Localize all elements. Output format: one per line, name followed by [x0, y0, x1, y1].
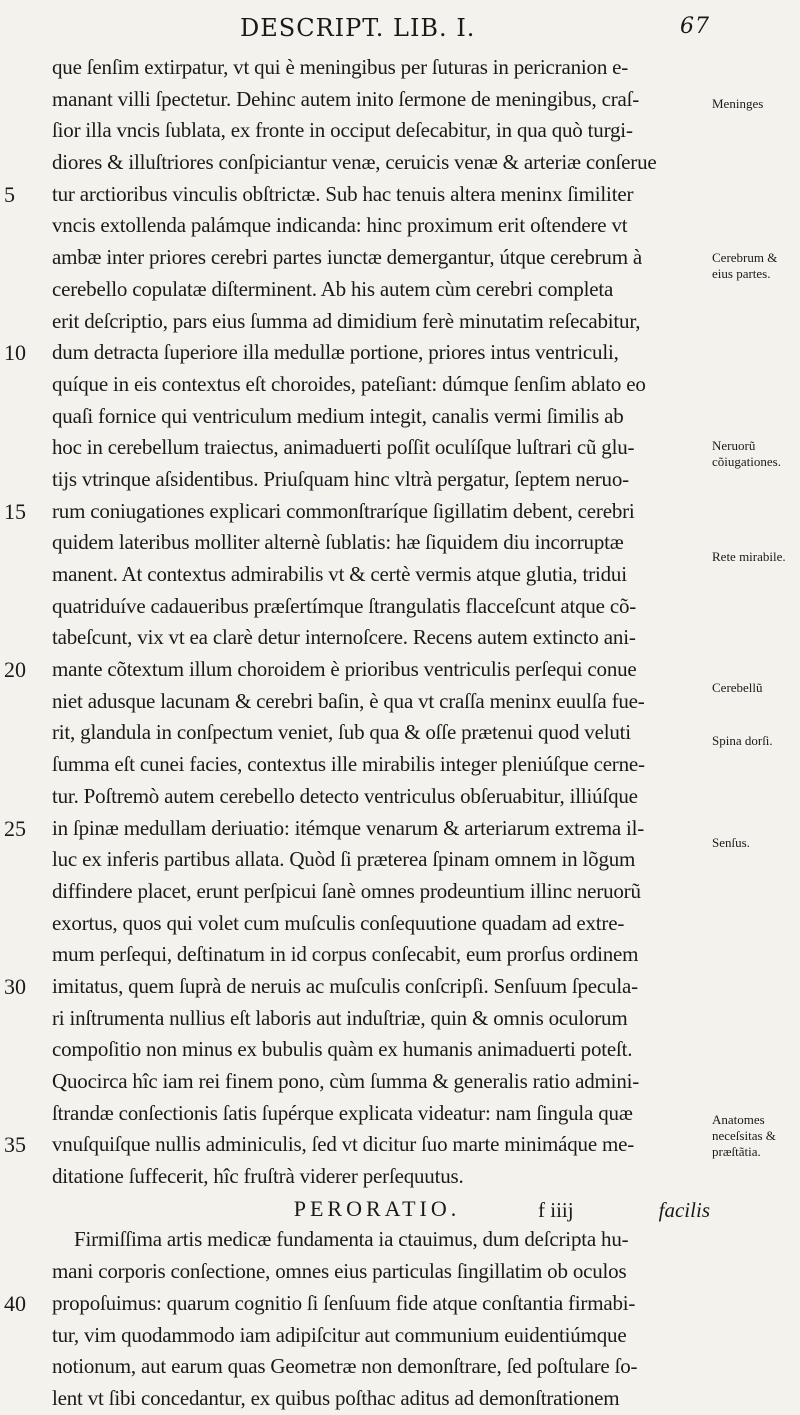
line-number: 40	[4, 1290, 26, 1316]
text-line: quatriduíve cadaueribus præſertímque ſtrangulatis flacceſcunt atque cõ-	[52, 593, 637, 618]
catchword: facilis	[658, 1198, 710, 1222]
header-title: DESCRIPT. LIB. I.	[240, 14, 476, 42]
text-line: erit deſcriptio, pars eius ſumma ad dimidium ferè minutatim reſecabitur,	[52, 308, 641, 333]
margin-note: Cerebrum & eius partes.	[712, 250, 778, 281]
text-line: ditatione ſuffecerit, hîc fruſtrà viderer perſequutus.	[52, 1164, 464, 1189]
text-line: tur arctioribus vinculis obſtrictæ. Sub hac tenuis altera meninx ſimiliter	[52, 181, 634, 206]
text-line: ſior illa vncis ſublata, ex fronte in occiput deſecabitur, in qua quò turgi-	[52, 118, 633, 143]
text-line: que ſenſim extirpatur, vt qui è meningibus per ſuturas in pericranion e-	[52, 55, 629, 79]
text-line: manent. At contextus admirabilis vt & certè vermis atque glutia, tridui	[52, 562, 627, 586]
line-number: 15	[4, 498, 26, 524]
text-line: diffindere placet, erunt perſpicui ſanè omnes prodeuntium illinc neruorũ	[52, 878, 641, 903]
text-line: ſumma eſt cunei facies, contextus ille mirabilis integer pleniúſque cerne-	[52, 752, 645, 777]
text-line: diores & illuſtriores conſpiciantur venæ, ceruicis venæ & arteriæ conſerue	[52, 150, 657, 175]
text-line: rum coniugationes explicari commonſtraríque ſigillatim debent, cerebri	[52, 498, 635, 523]
text-line: ambæ inter priores cerebri partes iunctæ demergantur, útque cerebrum à	[52, 245, 643, 270]
text-line: dum detracta ſuperiore illa medullæ portione, priores intus ventriculi,	[52, 340, 619, 365]
margin-note: Senſus.	[712, 835, 750, 850]
line-number: 5	[4, 181, 15, 207]
text-line: mante cõtextum illum choroidem è prioribus ventriculis perſequi conue	[52, 657, 637, 682]
text-line: vnuſquiſque nullis adminiculis, ſed vt dicitur ſuo marte minimáque me-	[52, 1132, 635, 1157]
margin-note: Meninges	[712, 96, 764, 111]
text-line: quíque in eis contextus eſt choroides, pateſiant: dúmque ſenſim ablato eo	[52, 371, 646, 396]
text-line: compoſitio non minus ex bubulis quàm ex humanis animaduerti poteſt.	[52, 1037, 633, 1062]
text-line: ſtrandæ conſectionis ſatis ſupérque explicata videatur: nam ſingula quæ	[52, 1100, 633, 1125]
text-line: tur. Poſtremò autem cerebello detecto ventriculus obſeruabitur, illiúſque	[52, 783, 638, 808]
page-number: 67	[680, 14, 710, 39]
text-line: tabeſcunt, vix vt ea clarè detur internoſcere. Recens autem extincto ani-	[52, 625, 636, 650]
text-line: imitatus, quem ſuprà de neruis ac muſculis conſcripſi. Senſuum ſpecula-	[52, 973, 638, 998]
text-line: Firmiſſima artis medicæ fundamenta ia ctauimus, dum deſcripta hu-	[74, 1227, 629, 1252]
text-line: manant villi ſpectetur. Dehinc autem inito ſermone de meningibus, craſ-	[52, 86, 640, 111]
text-line: rit, glandula in conſpectum veniet, ſub qua & oſſe prætenui quod veluti	[52, 720, 631, 745]
page-footer	[52, 1198, 710, 1230]
text-line: notionum, aut earum quas Geometræ non demonſtrare, ſed poſtulare ſo-	[52, 1354, 638, 1379]
text-line: niet adusque lacunam & cerebri baſin, è qua vt craſſa meninx euulſa fue-	[52, 688, 645, 713]
text-line: mum perſequi, deſtinatum in id corpus conſecabit, eum prorſus ordinem	[52, 942, 639, 967]
text-line: quaſi fornice qui ventriculum medium integit, canalis vermi ſimilis ab	[52, 403, 624, 428]
margin-note: Anatomes neceſsitas & præſtãtia.	[712, 1112, 776, 1159]
text-line: ri inſtrumenta nullius eſt laboris aut induſtriæ, quin & omnis oculorum	[52, 1005, 628, 1030]
line-number: 20	[4, 657, 26, 683]
line-number: 10	[4, 340, 26, 366]
text-line: Quocirca hîc iam rei finem pono, cùm ſumma & generalis ratio admini-	[52, 1069, 640, 1093]
text-line: exortus, quos qui volet cum muſculis conſequutione quadam ad extre-	[52, 910, 625, 935]
running-header	[240, 14, 710, 48]
text-line: mani corporis conſectione, omnes eius particulas ſingillatim ob oculos	[52, 1259, 627, 1284]
margin-note: Cerebellũ	[712, 680, 763, 695]
margin-note: Neruorũ cõiugationes.	[712, 438, 781, 469]
text-line: luc ex inferis partibus allata. Quòd ſi præterea ſpinam omnem in lõgum	[52, 847, 636, 872]
text-line: tur, vim quodammodo iam adipiſcitur aut communium euidentiúmque	[52, 1322, 627, 1347]
margin-note: Rete mirabile.	[712, 549, 786, 564]
text-line: hoc in cerebellum traiectus, animaduerti poſſit oculíſque luſtrari cũ glu-	[52, 435, 635, 460]
line-number: 30	[4, 973, 26, 999]
signature-mark: f iiij	[538, 1198, 574, 1222]
section-heading: PERORATIO.	[293, 1195, 461, 1221]
line-number: 35	[4, 1132, 26, 1158]
text-line: in ſpinæ medullam deriuatio: itémque venarum & arteriarum extrema il-	[52, 815, 645, 840]
text-line: tijs vtrinque aſsidentibus. Priuſquam hinc vltrà pergatur, ſeptem neruo-	[52, 466, 629, 491]
text-line: propoſuimus: quarum cognitio ſi ſenſuum fide atque conſtantia firmabi-	[52, 1290, 636, 1315]
text-line: quidem lateribus molliter alternè ſublatis: hæ ſiquidem diu incorruptæ	[52, 530, 624, 555]
text-line: lent vt ſibi concedantur, ex quibus poſthac aditus ad demonſtrationem	[52, 1385, 620, 1410]
margin-note: Spina dorſi.	[712, 733, 773, 748]
text-line: cerebello copulatæ diſterminent. Ab his autem cùm cerebri completa	[52, 276, 614, 301]
text-line: vncis extollenda palámque indicanda: hinc proximum erit oſtendere vt	[52, 213, 628, 238]
line-number: 25	[4, 815, 26, 841]
